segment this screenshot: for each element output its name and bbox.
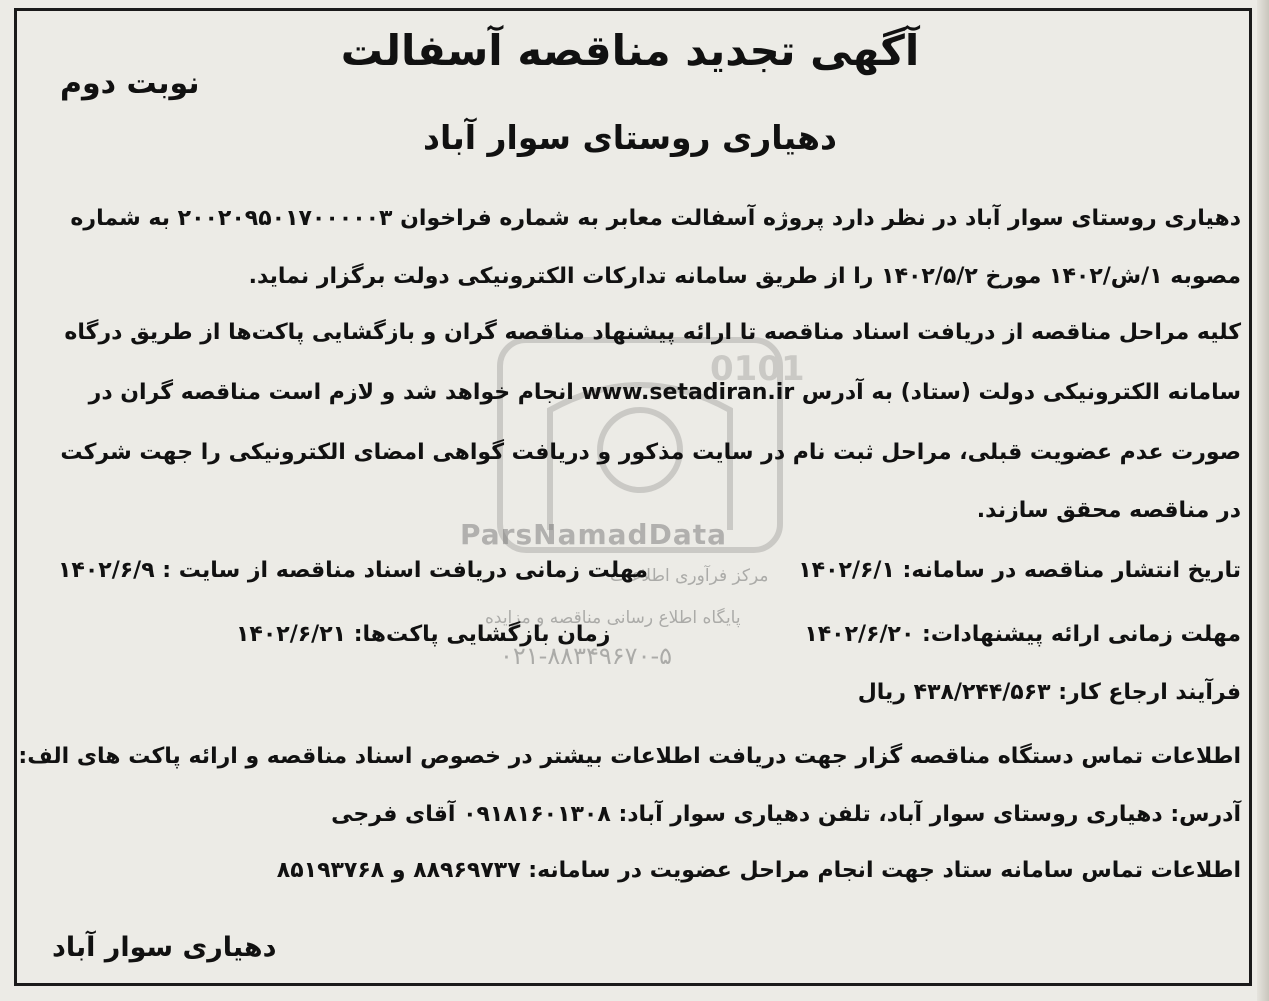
organizer-heading: دهیاری روستای سوار آباد: [423, 118, 837, 157]
body-line-1: دهیاری روستای سوار آباد در نظر دارد پروژه آسفالت معابر به شماره فراخوان ۲۰۰۲۰۹۵۰۱۷۰۰۰۰۰۳ به شماره: [70, 206, 1241, 231]
watermark-code: 0101: [710, 349, 805, 389]
body-line-6: در مناقصه محقق سازند.: [976, 498, 1241, 523]
setad-contact-line: اطلاعات تماس سامانه ستاد جهت انجام مراحل عضویت در سامانه: ۸۸۹۶۹۷۳۷ و ۸۵۱۹۳۷۶۸: [276, 858, 1241, 883]
offer-deadline: مهلت زمانی ارائه پیشنهادات: ۱۴۰۲/۶/۲۰: [804, 622, 1241, 647]
opening-time: زمان بازگشایی پاکت‌ها: ۱۴۰۲/۶/۲۱: [236, 622, 611, 647]
watermark-logo: [440, 300, 840, 660]
body-line-4: سامانه الکترونیکی دولت (ستاد) به آدرس www.setadiran.ir انجام خواهد شد و لازم است مناقصه گران در: [88, 380, 1241, 405]
signature: دهیاری سوار آباد: [52, 932, 277, 963]
publish-date: تاریخ انتشار مناقصه در سامانه: ۱۴۰۲/۶/۱: [798, 558, 1241, 583]
doc-deadline: مهلت زمانی دریافت اسناد مناقصه از سایت : ۱۴۰۲/۶/۹: [58, 558, 649, 583]
address-line: آدرس: دهیاری روستای سوار آباد، تلفن دهیاری سوار آباد: ۰۹۱۸۱۶۰۱۳۰۸ آقای فرجی: [331, 802, 1241, 827]
scan-edge: [1257, 0, 1269, 1001]
watermark-subtitle-1: مرکز فرآوری اطلاعات: [610, 566, 769, 586]
referral-process: فرآیند ارجاع کار: ۴۳۸/۲۴۴/۵۶۳ ریال: [857, 680, 1241, 705]
body-line-3: کلیه مراحل مناقصه از دریافت اسناد مناقصه تا ارائه پیشنهاد مناقصه گران و بازگشایی پاکت‌ها از طریق درگاه: [64, 320, 1241, 345]
body-line-5: صورت عدم عضویت قبلی، مراحل ثبت نام در سایت مذکور و دریافت گواهی امضای الکترونیکی را جهت شرکت: [60, 440, 1241, 465]
watermark-subtitle-2: پایگاه اطلاع رسانی مناقصه و مزایده: [485, 608, 741, 628]
watermark-brand: ParsNamadData: [460, 518, 727, 551]
contact-heading: اطلاعات تماس دستگاه مناقصه گزار جهت دریافت اطلاعات بیشتر در خصوص اسناد مناقصه و ارائه پاکت های الف:: [18, 744, 1241, 769]
body-line-2: مصوبه ۱/ش/۱۴۰۲ مورخ ۱۴۰۲/۵/۲ را از طریق سامانه تدارکات الکترونیکی دولت برگزار نماید.: [248, 264, 1241, 289]
watermark-phone: ۰۲۱-۸۸۳۴۹۶۷۰-۵: [500, 642, 673, 670]
round-label: نوبت دوم: [60, 66, 200, 101]
notice-title: آگهی تجدید مناقصه آسفالت: [340, 26, 920, 75]
